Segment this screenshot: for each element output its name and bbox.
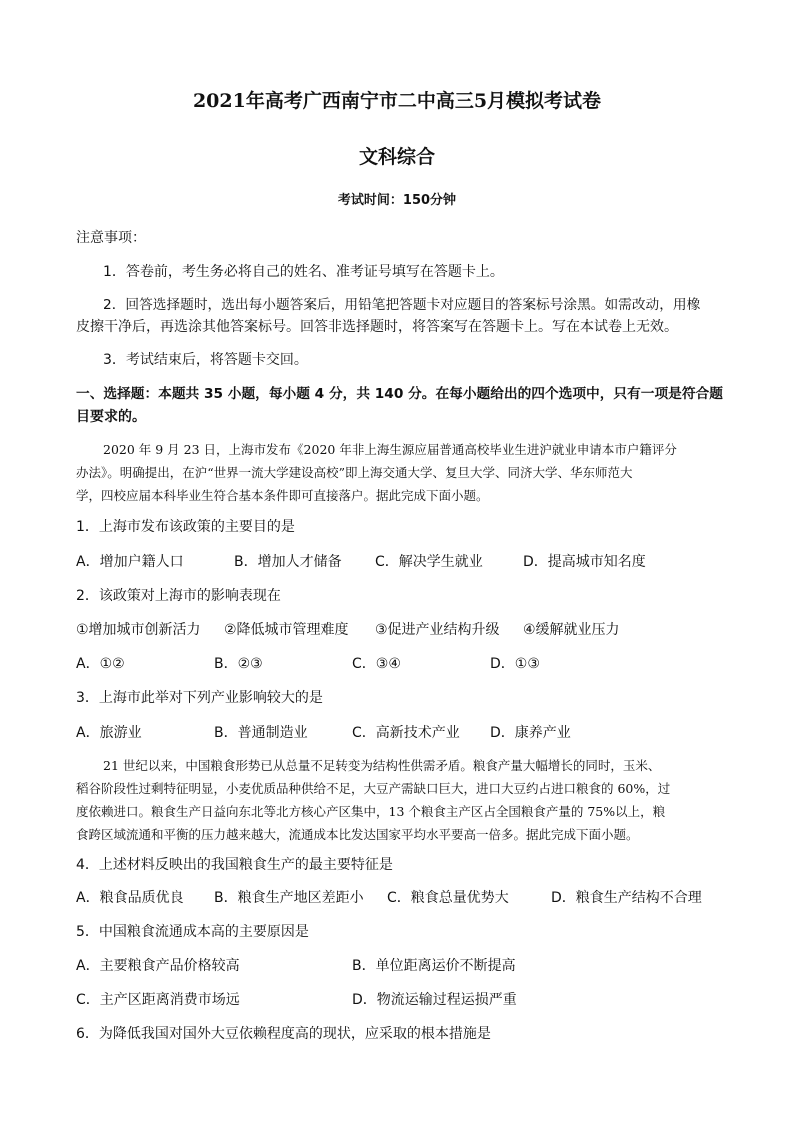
question-4-option-a: A．粮食品质优良 (76, 890, 184, 906)
passage-1-line-2: 办法》。明确提出，在沪“世界一流大学建设高校”即上海交通大学、复旦大学、同济大学、华东师范大 (76, 465, 633, 480)
question-2-statement-2: ②降低城市管理难度 (224, 622, 349, 638)
question-2-option-b: B．②③ (214, 656, 263, 672)
passage-1-line-1: 2020 年 9 月 23 日，上海市发布《2020 年非上海生源应届普通高校毕业生进沪就业申请本市户籍评分 (103, 442, 677, 457)
question-2-statement-4: ④缓解就业压力 (523, 622, 620, 638)
question-5-stem: 5．中国粮食流通成本高的主要原因是 (76, 924, 309, 940)
question-4-option-b: B．粮食生产地区差距小 (214, 890, 364, 906)
question-3-option-d: D．康养产业 (490, 725, 571, 741)
question-2-statement-3: ③促进产业结构升级 (375, 622, 500, 638)
exam-title: 2021年高考广西南宁市二中高三5月模拟考试卷 (192, 90, 602, 112)
notice-item-2-line-1: 2．回答选择题时，选出每小题答案后，用铅笔把答题卡对应题目的答案标号涂黑。如需改动，用橡 (103, 297, 701, 313)
passage-1-line-3: 学，四校应届本科毕业生符合基本条件即可直接落户。据此完成下面小题。 (76, 488, 489, 503)
question-2-statement-1: ①增加城市创新活力 (76, 622, 201, 638)
question-1-option-d: D．提高城市知名度 (523, 554, 646, 570)
passage-2-line-1: 21 世纪以来，中国粮食形势已从总量不足转变为结构性供需矛盾。粮食产量大幅增长的同时，玉米、 (103, 758, 661, 773)
section-1-heading-line-1: 一、选择题：本题共 35 小题，每小题 4 分，共 140 分。在每小题给出的四个选项中，只有一项是符合题 (76, 386, 723, 402)
question-1-stem: 1．上海市发布该政策的主要目的是 (76, 519, 295, 535)
question-2-option-d: D．①③ (490, 656, 540, 672)
notice-item-2-line-2: 皮擦干净后，再选涂其他答案标号。回答非选择题时，将答案写在答题卡上。写在本试卷上无效。 (76, 319, 678, 335)
question-4-option-d: D．粮食生产结构不合理 (551, 890, 702, 906)
notice-item-1: 1．答卷前，考生务必将自己的姓名、准考证号填写在答题卡上。 (103, 264, 504, 280)
exam-subject: 文科综合 (358, 146, 435, 168)
question-5-option-d: D．物流运输过程运损严重 (352, 992, 517, 1008)
question-2-option-c: C．③④ (352, 656, 401, 672)
question-4-option-c: C．粮食总量优势大 (387, 890, 509, 906)
question-3-option-c: C．高新技术产业 (352, 725, 460, 741)
question-2-option-a: A．①② (76, 656, 125, 672)
question-3-option-b: B．普通制造业 (214, 725, 308, 741)
question-1-option-a: A．增加户籍人口 (76, 554, 184, 570)
exam-time: 考试时间：150分钟 (337, 193, 457, 208)
question-3-stem: 3．上海市此举对下列产业影响较大的是 (76, 690, 323, 706)
notice-item-3: 3．考试结束后，将答题卡交回。 (103, 352, 308, 368)
question-5-option-b: B．单位距离运价不断提高 (352, 958, 516, 974)
question-3-option-a: A．旅游业 (76, 725, 142, 741)
question-5-option-c: C．主产区距离消费市场远 (76, 992, 240, 1008)
section-1-heading-line-2: 目要求的。 (76, 409, 146, 425)
question-1-option-b: B．增加人才储备 (234, 554, 342, 570)
question-6-stem: 6．为降低我国对国外大豆依赖程度高的现状，应采取的根本措施是 (76, 1026, 491, 1042)
passage-2-line-2: 稻谷阶段性过剩特征明显，小麦优质品种供给不足，大豆产需缺口巨大，进口大豆约占进口粮食的 60%，过 (76, 781, 671, 796)
notice-heading: 注意事项： (76, 230, 146, 246)
passage-2-line-3: 度依赖进口。粮食生产日益向东北等北方核心产区集中，13 个粮食主产区占全国粮食产量的 75%以上，粮 (76, 804, 666, 819)
question-5-option-a: A．主要粮食产品价格较高 (76, 958, 240, 974)
passage-2-line-4: 食跨区域流通和平衡的压力越来越大，流通成本比发达国家平均水平要高一倍多。据此完成下面小题。 (76, 827, 639, 842)
question-1-option-c: C．解决学生就业 (375, 554, 483, 570)
question-4-stem: 4．上述材料反映出的我国粮食生产的最主要特征是 (76, 857, 393, 873)
question-2-stem: 2．该政策对上海市的影响表现在 (76, 588, 281, 604)
